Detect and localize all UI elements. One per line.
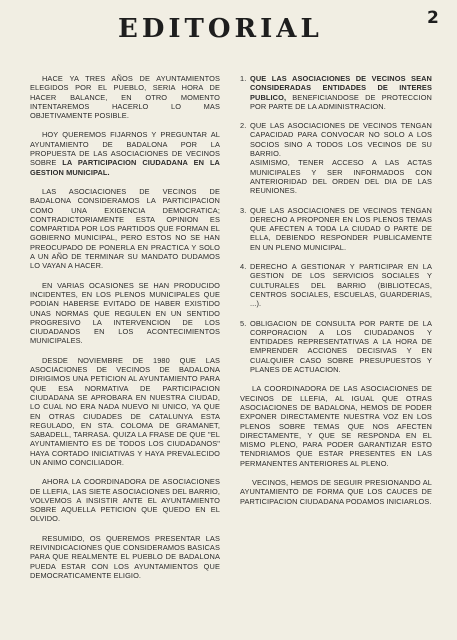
list-item-text [250,74,432,111]
list-item-body: OBLIGACION DE CONSULTA POR PARTE DE LA CORPORACION A LOS CIUDADANOS Y ENTIDADES REPRESENTATIVAS A LA HORA DE EMPRENDER ACCIONES DECISIVAS Y EN CUALQUIER CASO SOBRE PRESUPUESTOS Y PLANES DE ACTUACION. [250,318,432,375]
paragraph-question [30,130,220,176]
list-item-body: QUE LAS ASOCIACIONES DE VECINOS TENGAN DERECHO A PROPONER EN LOS PLENOS TEMAS QUE AFECTEN A TODA LA CIUDAD O PARTE DE ELLA, DEBIENDO RESPONDER PUBLICAMENTE EN UN PLENO MUNICIPAL. [250,205,432,252]
paragraph-intro: HACE YA TRES AÑOS DE AYUNTAMIENTOS ELEGIDOS POR EL PUEBLO, SERIA HORA DE HACER BALANCE, EN OTRO MOMENTO INTENTAREMOS HACERLO LO MAS OBJETIVAMENTE POSIBLE. [30,74,220,121]
list-item-number: 2. [240,121,247,131]
list-item-number: 1. [240,74,247,83]
paragraph-coordinator-voice: LA COORDINADORA DE LAS ASOCIACIONES DE VECINOS DE LLEFIA, AL IGUAL QUE OTRAS ASOCIACIONES DE BADALONA, HEMOS DE PODER EXPONER DIRECTAMENTE NUESTRA VOZ EN LOS PLENOS SOBRE TEMAS QUE NOS AFECTEN DIRECTAMENTE, Y QUE SE RESPONDA EN EL MISMO PLENO, PARA PODER GARANTIZAR ESTO TENDRIAMOS QUE ESTAR PRESENTES EN LAS PERMANENTES ANTERIORES AL PLENO. [240,384,432,468]
list-item [240,319,432,375]
paragraph-closing: VECINOS, HEMOS DE SEGUIR PRESIONANDO AL AYUNTAMIENTO DE FORMA QUE LOS CAUCES DE PARTICIPACION CIUDADANA PODAMOS INICIARLOS. [240,477,432,506]
paragraph-question-emphasis: LA PARTICIPACION CIUDADANA EN LA GESTION MUNICIPAL. [30,158,220,177]
list-item-number: 4. [240,262,247,272]
page-number: 2 [427,8,439,28]
list-item [240,262,432,308]
left-column [30,74,220,590]
paragraph-history: DESDE NOVIEMBRE DE 1980 QUE LAS ASOCIACIONES DE VECINOS DE BADALONA DIRIGIMOS UNA PETICION AL AYUNTAMIENTO PARA QUE ESA NORMATIVA DE PARTICIPACION CIUDADANA SE APROBARA EN NUESTRA CIUDAD, LO CUAL NO ERA NADA NUEVO NI UNICO, YA QUE EN OTRAS CIUDADES DE CATALUNYA ESTA REGULADO, EN STA. COLOMA DE GRAMANET, SABADELL, TARRASA. QUIZA LA FRASE DE QUE "EL AYUNTAMIENTO ES DE TODOS LOS CIUDADANOS" HAYA CORTADO INICIATIVAS Y HAYA PREVALECIDO UN ANIMO CONCILIADOR. [30,355,220,467]
paragraph-incidents: EN VARIAS OCASIONES SE HAN PRODUCIDO INCIDENTES, EN LOS PLENOS MUNICIPALES QUE PODIAN HABERSE EVITADO DE HABER EXISTIDO UNAS NORMAS QUE REGULEN EN UN SENTIDO PROGRESIVO LA INTERVENCION DE LOS CIUDADANOS EN LOS ACONTECIMIENTOS MUNICIPALES. [30,280,220,346]
list-item [240,74,432,111]
list-item-number: 5. [240,318,247,328]
list-item-extra: ASIMISMO, TENER ACCESO A LAS ACTAS MUNICIPALES Y SER INFORMADOS CON ANTERIORIDAD DEL ORDEN DEL DIA DE LAS REUNIONES. [250,158,432,196]
list-item [240,206,432,252]
paragraph-participation: LAS ASOCIACIONES DE VECINOS DE BADALONA CONSIDERAMOS LA PARTICIPACION COMO UNA EXIGENCIA DEMOCRATICA; CONTRADICTORIAMENTE ESTA OPINION ES COMPARTIDA POR LOS PARTIDOS QUE FORMAN EL GOBIERNO MUNICIPAL, PERO ESTOS NO SE HAN PREOCUPADO DE PONERLA EN PRACTICA Y SOLO A UN AÑO DE TERMINAR SU MANDATO DUDAMOS LO VAYAN A HACER. [30,186,220,271]
list-item-body: BENEFICIANDOSE DE PROTECCION POR PARTE DE LA ADMINISTRACION. [250,92,432,111]
paragraph-summary: RESUMIDO, OS QUEREMOS PRESENTAR LAS REIVINDICACIONES QUE CONSIDERAMOS BASICAS PARA QUE REALMENTE EL PUEBLO DE BADALONA PUEDA ESTAR CON LOS AYUNTAMIENTOS QUE DEMOCRATICAMENTE ELIGIO. [30,533,220,580]
list-item-body: QUE LAS ASOCIACIONES DE VECINOS TENGAN CAPACIDAD PARA CONVOCAR NO SOLO A LOS SOCIOS SINO A TODOS LOS VECINOS DE SU BARRIO. [250,121,432,159]
list-item-emphasis: QUE LAS ASOCIACIONES DE VECINOS SEAN CONSIDERADAS ENTIDADES DE INTERES PUBLICO, [250,74,432,102]
paragraph-question-text: HOY QUEREMOS FIJARNOS Y PREGUNTAR AL AYUNTAMIENTO DE BADALONA POR LA PROPUESTA DE LAS ASOCIACIONES DE VECINOS SOBRE [30,130,220,168]
right-column [240,74,432,516]
list-item-body: DERECHO A GESTIONAR Y PARTICIPAR EN LA GESTION DE LOS SERVICIOS SOCIALES Y CULTURALES DEL BARRIO (BIBLIOTECAS, CENTROS SOCIALES, ESCUELAS, GUARDERIAS, ...). [250,262,432,309]
page-title: EDITORIAL [118,14,323,44]
list-item-number: 3. [240,205,247,215]
list-item [240,121,432,195]
list-item-text [250,121,432,195]
paragraph-coordinator: AHORA LA COORDINADORA DE ASOCIACIONES DE LLEFIA, LAS SIETE ASOCIACIONES DEL BARRIO, VOLVEMOS A INSISTIR ANTE EL AYUNTAMIENTO SOBRE AQUELLA PETICION QUE QUEDO EN EL OLVIDO. [30,477,220,524]
